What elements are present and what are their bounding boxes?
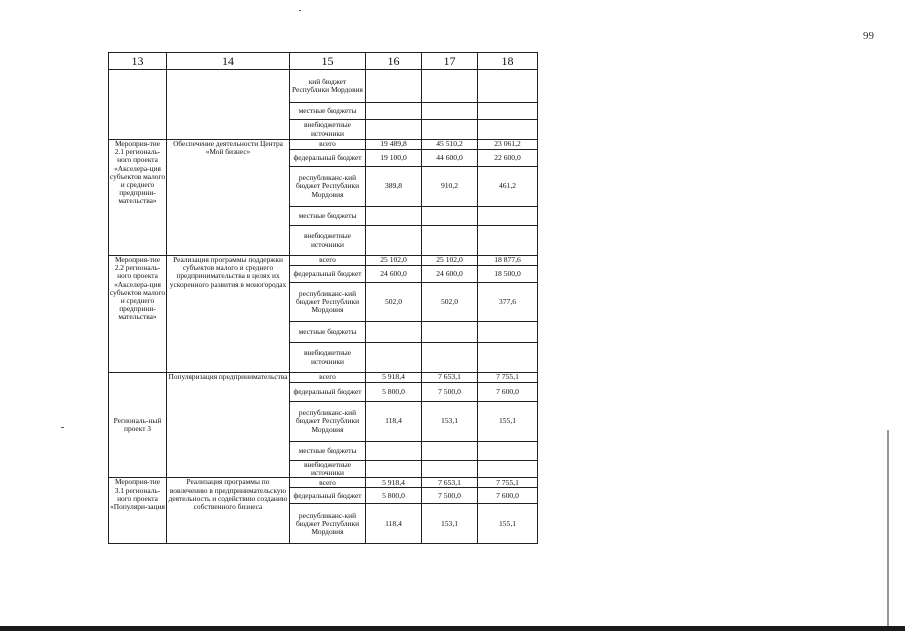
- value-cell-17: 910,2: [422, 167, 478, 207]
- value-cell-18: [478, 461, 538, 478]
- activity-name-cell: Мероприя-тие 2.2 региональ-ного проекта «Акселера-ция субъектов малого и среднего предприни-мательства»: [109, 256, 167, 373]
- funding-source-cell: республиканс-кий бюджет Республики Мордовия: [290, 504, 366, 544]
- value-cell-16: 5 800,0: [366, 488, 422, 504]
- funding-source-cell: федеральный бюджет: [290, 150, 366, 167]
- value-cell-18: [478, 70, 538, 103]
- value-cell-16: [366, 343, 422, 373]
- value-cell-17: [422, 461, 478, 478]
- funding-source-cell: всего: [290, 478, 366, 488]
- value-cell-16: [366, 70, 422, 103]
- funding-source-cell: местные бюджеты: [290, 322, 366, 343]
- name-cell-empty: [109, 70, 167, 140]
- column-header: 18: [478, 53, 538, 70]
- table-row: [109, 478, 538, 488]
- column-header: 16: [366, 53, 422, 70]
- funding-source-cell: республиканс-кий бюджет Республики Мордовия: [290, 402, 366, 442]
- value-cell-18: 7 600,0: [478, 488, 538, 504]
- activity-name-cell: Мероприя-тие 2.1 региональ-ного проекта «Акселера-ция субъектов малого и среднего предприни-мательства»: [109, 140, 167, 256]
- value-cell-16: 118,4: [366, 402, 422, 442]
- value-cell-16: 19 100,0: [366, 150, 422, 167]
- scan-speck: [61, 427, 64, 428]
- value-cell-17: [422, 343, 478, 373]
- value-cell-17: 45 510,2: [422, 140, 478, 150]
- funding-source-cell: федеральный бюджет: [290, 383, 366, 402]
- activity-cell-empty: [167, 70, 290, 140]
- value-cell-17: 7 500,0: [422, 383, 478, 402]
- funding-source-cell: местные бюджеты: [290, 442, 366, 461]
- value-cell-18: 23 061,2: [478, 140, 538, 150]
- page-number: 99: [863, 30, 874, 42]
- funding-source-cell: внебюджетные источники: [290, 120, 366, 140]
- value-cell-17: [422, 322, 478, 343]
- value-cell-18: 461,2: [478, 167, 538, 207]
- funding-source-cell: республиканс-кий бюджет Республики Мордовия: [290, 167, 366, 207]
- funding-source-cell: местные бюджеты: [290, 103, 366, 120]
- value-cell-18: [478, 103, 538, 120]
- funding-source-cell: всего: [290, 140, 366, 150]
- value-cell-17: [422, 103, 478, 120]
- value-cell-16: [366, 120, 422, 140]
- value-cell-18: 7 755,1: [478, 373, 538, 383]
- scan-speck: [299, 10, 301, 11]
- funding-source-cell: всего: [290, 256, 366, 266]
- header-row: [109, 53, 538, 70]
- value-cell-17: [422, 70, 478, 103]
- table-row: [109, 70, 538, 103]
- value-cell-17: [422, 207, 478, 226]
- value-cell-17: 502,0: [422, 283, 478, 322]
- value-cell-17: 44 600,0: [422, 150, 478, 167]
- funding-source-cell: всего: [290, 373, 366, 383]
- table-row: [109, 256, 538, 266]
- column-header: 14: [167, 53, 290, 70]
- table-row: [109, 373, 538, 383]
- value-cell-18: [478, 322, 538, 343]
- value-cell-18: [478, 207, 538, 226]
- funding-source-cell: федеральный бюджет: [290, 488, 366, 504]
- value-cell-16: 25 102,0: [366, 256, 422, 266]
- table-row: [109, 140, 538, 150]
- activity-description-cell: Реализация программы по вовлечению в предпринимательскую деятельность и содействию созданию собственного бизнеса: [167, 478, 290, 544]
- value-cell-16: 5 800,0: [366, 383, 422, 402]
- value-cell-18: 18 877,6: [478, 256, 538, 266]
- value-cell-18: 155,1: [478, 402, 538, 442]
- value-cell-16: [366, 461, 422, 478]
- value-cell-16: [366, 207, 422, 226]
- value-cell-16: [366, 322, 422, 343]
- funding-source-cell: федеральный бюджет: [290, 266, 366, 283]
- value-cell-16: 118,4: [366, 504, 422, 544]
- funding-source-cell: внебюджетные источники: [290, 461, 366, 478]
- value-cell-18: 7 600,0: [478, 383, 538, 402]
- value-cell-17: [422, 120, 478, 140]
- value-cell-18: 22 600,0: [478, 150, 538, 167]
- value-cell-17: 153,1: [422, 504, 478, 544]
- activity-description-cell: Популяризация предпринимательства: [167, 373, 290, 478]
- value-cell-18: 18 500,0: [478, 266, 538, 283]
- value-cell-17: 7 500,0: [422, 488, 478, 504]
- activity-description-cell: Обеспечение деятельности Центра «Мой бизнес»: [167, 140, 290, 256]
- funding-source-cell: кий бюджет Республики Мордовия: [290, 70, 366, 103]
- value-cell-18: 377,6: [478, 283, 538, 322]
- funding-source-cell: местные бюджеты: [290, 207, 366, 226]
- value-cell-17: [422, 442, 478, 461]
- value-cell-18: [478, 343, 538, 373]
- value-cell-16: 502,0: [366, 283, 422, 322]
- value-cell-17: 24 600,0: [422, 266, 478, 283]
- column-header: 15: [290, 53, 366, 70]
- column-header: 13: [109, 53, 167, 70]
- value-cell-16: 19 489,8: [366, 140, 422, 150]
- value-cell-16: 5 918,4: [366, 478, 422, 488]
- value-cell-18: 7 755,1: [478, 478, 538, 488]
- value-cell-16: 5 918,4: [366, 373, 422, 383]
- value-cell-17: [422, 226, 478, 256]
- value-cell-17: 153,1: [422, 402, 478, 442]
- value-cell-18: [478, 226, 538, 256]
- value-cell-17: 25 102,0: [422, 256, 478, 266]
- value-cell-16: [366, 103, 422, 120]
- value-cell-17: 7 653,1: [422, 478, 478, 488]
- budget-table: [108, 52, 538, 544]
- value-cell-16: [366, 442, 422, 461]
- funding-source-cell: внебюджетные источники: [290, 226, 366, 256]
- value-cell-18: 155,1: [478, 504, 538, 544]
- scan-edge: [887, 430, 889, 630]
- value-cell-16: [366, 226, 422, 256]
- value-cell-16: 389,8: [366, 167, 422, 207]
- funding-source-cell: внебюджетные источники: [290, 343, 366, 373]
- value-cell-17: 7 653,1: [422, 373, 478, 383]
- value-cell-18: [478, 442, 538, 461]
- scan-bottom-border: [0, 626, 905, 631]
- activity-description-cell: Реализация программы поддержки субъектов малого и среднего предпринимательства в целях их ускоренного развития в моногородах: [167, 256, 290, 373]
- funding-source-cell: республиканс-кий бюджет Республики Мордовия: [290, 283, 366, 322]
- column-header: 17: [422, 53, 478, 70]
- activity-name-cell: Мероприя-тие 3.1 региональ-ного проекта «Популяри-зация: [109, 478, 167, 544]
- activity-name-cell: Региональ-ный проект 3: [109, 373, 167, 478]
- value-cell-18: [478, 120, 538, 140]
- value-cell-16: 24 600,0: [366, 266, 422, 283]
